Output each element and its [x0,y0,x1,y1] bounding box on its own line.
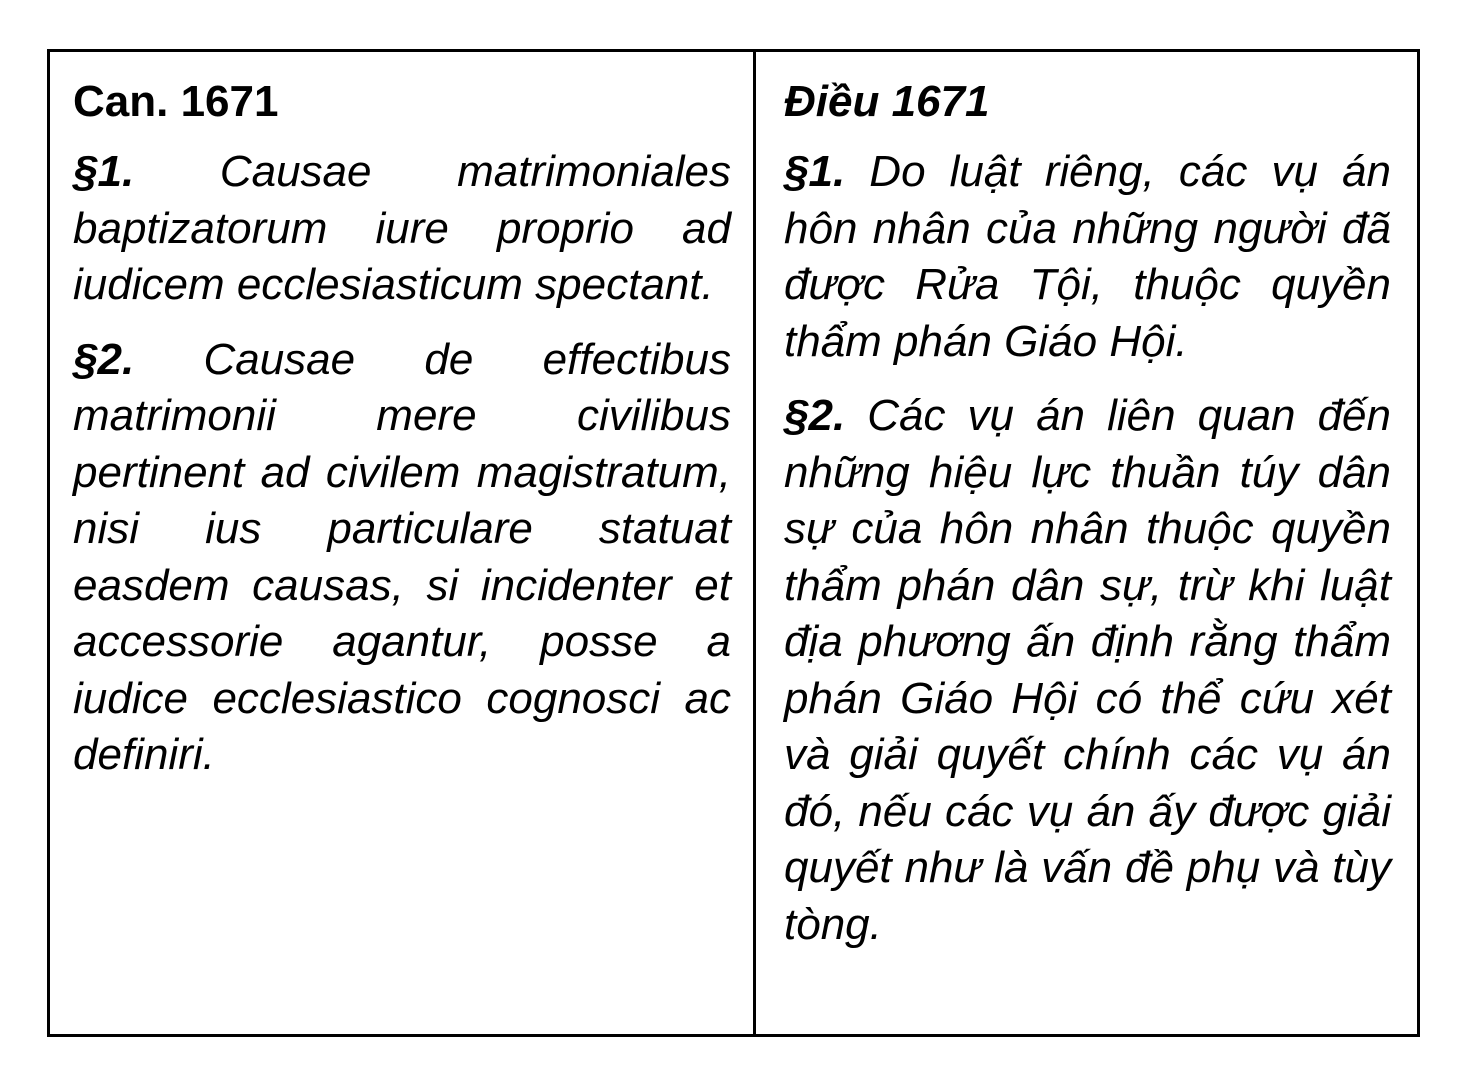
canon-comparison-table [47,49,1420,1037]
vietnamese-paragraph-2-mark: §2. [784,391,846,440]
vietnamese-paragraph-1 [784,144,1391,370]
latin-paragraph-2 [73,332,731,784]
vietnamese-paragraph-1-mark: §1. [784,147,846,196]
latin-paragraph-1-mark: §1. [73,147,135,196]
vietnamese-canon-heading: Điều 1671 [784,77,990,126]
latin-paragraph-1-text: Causae matrimoniales baptizatorum iure proprio ad iudicem ecclesiasticum spectant. [73,147,731,309]
latin-paragraph-1 [73,144,731,314]
vietnamese-paragraph-1-text: Do luật riêng, các vụ án hôn nhân của những người đã được Rửa Tội, thuộc quyền thẩm phán Giáo Hội. [784,147,1391,366]
vietnamese-column [756,52,1417,1034]
latin-paragraph-2-mark: §2. [73,334,135,384]
latin-column [50,52,756,1034]
latin-canon-heading: Can. 1671 [73,77,279,126]
vietnamese-paragraph-2 [784,388,1391,953]
vietnamese-paragraph-2-text: Các vụ án liên quan đến những hiệu lực thuần túy dân sự của hôn nhân thuộc quyền thẩm phán dân sự, trừ khi luật địa phương ấn định rằng thẩm phán Giáo Hội có thể cứu xét và giải quyết chính các vụ án đó, nếu các vụ án ấy được giải quyết như là vấn đề phụ và tùy tòng. [784,391,1391,949]
latin-paragraph-2-text: Causae de effectibus matrimonii mere civilibus pertinent ad civilem magistratum, nisi ius particulare statuat easdem causas, si incidenter et accessorie agantur, posse a iudice ecclesiastico cognosci ac definiri. [73,334,731,779]
